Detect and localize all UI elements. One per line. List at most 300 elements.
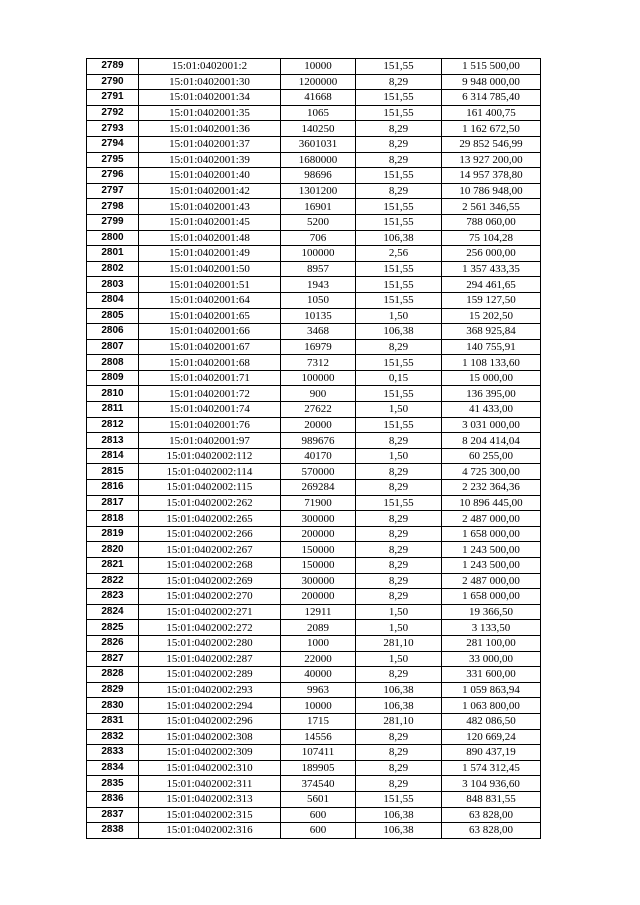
table-row — [87, 682, 541, 698]
cadastral-value-cell: 2 487 000,00 — [442, 573, 541, 589]
row-number-cell: 2812 — [87, 417, 139, 433]
rate-cell: 151,55 — [356, 386, 442, 402]
cadastral-number-cell: 15:01:0402002:269 — [139, 573, 281, 589]
rate-cell: 1,50 — [356, 448, 442, 464]
row-number-cell: 2809 — [87, 370, 139, 386]
rate-cell: 8,29 — [356, 542, 442, 558]
rate-cell: 8,29 — [356, 589, 442, 605]
cadastral-value-cell: 159 127,50 — [442, 292, 541, 308]
rate-cell: 8,29 — [356, 339, 442, 355]
table-row — [87, 308, 541, 324]
row-number-cell: 2819 — [87, 526, 139, 542]
cadastral-value-cell: 1 162 672,50 — [442, 121, 541, 137]
area-cell: 98696 — [281, 168, 356, 184]
cadastral-number-cell: 15:01:0402001:64 — [139, 292, 281, 308]
row-number-cell: 2804 — [87, 292, 139, 308]
table-row — [87, 651, 541, 667]
cadastral-value-cell: 1 658 000,00 — [442, 589, 541, 605]
area-cell: 5601 — [281, 791, 356, 807]
area-cell: 5200 — [281, 214, 356, 230]
table-row — [87, 698, 541, 714]
cadastral-value-cell: 788 060,00 — [442, 214, 541, 230]
cadastral-value-cell: 1 063 800,00 — [442, 698, 541, 714]
area-cell: 27622 — [281, 402, 356, 418]
table-row — [87, 355, 541, 371]
rate-cell: 106,38 — [356, 682, 442, 698]
table-row — [87, 370, 541, 386]
cadastral-number-cell: 15:01:0402001:39 — [139, 152, 281, 168]
cadastral-number-cell: 15:01:0402001:97 — [139, 433, 281, 449]
cadastral-value-cell: 294 461,65 — [442, 277, 541, 293]
cadastral-number-cell: 15:01:0402002:289 — [139, 667, 281, 683]
rate-cell: 1,50 — [356, 651, 442, 667]
table-row — [87, 635, 541, 651]
area-cell: 600 — [281, 823, 356, 839]
area-cell: 41668 — [281, 90, 356, 106]
row-number-cell: 2823 — [87, 589, 139, 605]
area-cell: 570000 — [281, 464, 356, 480]
area-cell: 9963 — [281, 682, 356, 698]
row-number-cell: 2821 — [87, 558, 139, 574]
cadastral-value-cell: 10 896 445,00 — [442, 495, 541, 511]
row-number-cell: 2810 — [87, 386, 139, 402]
table-row — [87, 776, 541, 792]
cadastral-number-cell: 15:01:0402001:72 — [139, 386, 281, 402]
cadastral-number-cell: 15:01:0402002:308 — [139, 729, 281, 745]
row-number-cell: 2802 — [87, 261, 139, 277]
rate-cell: 151,55 — [356, 59, 442, 75]
area-cell: 40170 — [281, 448, 356, 464]
area-cell: 140250 — [281, 121, 356, 137]
area-cell: 20000 — [281, 417, 356, 433]
rate-cell: 8,29 — [356, 433, 442, 449]
table-row — [87, 136, 541, 152]
cadastral-value-cell: 33 000,00 — [442, 651, 541, 667]
rate-cell: 151,55 — [356, 261, 442, 277]
cadastral-value-cell: 3 104 936,60 — [442, 776, 541, 792]
cadastral-value-cell: 41 433,00 — [442, 402, 541, 418]
row-number-cell: 2827 — [87, 651, 139, 667]
cadastral-value-cell: 136 395,00 — [442, 386, 541, 402]
row-number-cell: 2808 — [87, 355, 139, 371]
area-cell: 200000 — [281, 589, 356, 605]
area-cell: 71900 — [281, 495, 356, 511]
row-number-cell: 2790 — [87, 74, 139, 90]
table-row — [87, 823, 541, 839]
cadastral-number-cell: 15:01:0402001:35 — [139, 105, 281, 121]
row-number-cell: 2815 — [87, 464, 139, 480]
table-row — [87, 713, 541, 729]
area-cell: 269284 — [281, 480, 356, 496]
area-cell: 1000 — [281, 635, 356, 651]
row-number-cell: 2832 — [87, 729, 139, 745]
row-number-cell: 2792 — [87, 105, 139, 121]
cadastral-number-cell: 15:01:0402002:272 — [139, 620, 281, 636]
area-cell: 989676 — [281, 433, 356, 449]
area-cell: 8957 — [281, 261, 356, 277]
area-cell: 2089 — [281, 620, 356, 636]
row-number-cell: 2831 — [87, 713, 139, 729]
area-cell: 107411 — [281, 745, 356, 761]
area-cell: 16979 — [281, 339, 356, 355]
cadastral-number-cell: 15:01:0402002:313 — [139, 791, 281, 807]
table-row — [87, 105, 541, 121]
cadastral-value-cell: 140 755,91 — [442, 339, 541, 355]
area-cell: 300000 — [281, 573, 356, 589]
rate-cell: 151,55 — [356, 214, 442, 230]
area-cell: 189905 — [281, 760, 356, 776]
row-number-cell: 2817 — [87, 495, 139, 511]
area-cell: 150000 — [281, 542, 356, 558]
rate-cell: 151,55 — [356, 791, 442, 807]
rate-cell: 281,10 — [356, 713, 442, 729]
cadastral-number-cell: 15:01:0402001:48 — [139, 230, 281, 246]
table-row — [87, 558, 541, 574]
cadastral-number-cell: 15:01:0402001:76 — [139, 417, 281, 433]
row-number-cell: 2816 — [87, 480, 139, 496]
cadastral-number-cell: 15:01:0402001:71 — [139, 370, 281, 386]
table-body — [87, 59, 541, 839]
table-row — [87, 339, 541, 355]
cadastral-number-cell: 15:01:0402002:293 — [139, 682, 281, 698]
cadastral-value-cell: 848 831,55 — [442, 791, 541, 807]
table-row — [87, 807, 541, 823]
rate-cell: 8,29 — [356, 760, 442, 776]
row-number-cell: 2799 — [87, 214, 139, 230]
table-row — [87, 402, 541, 418]
table-row — [87, 246, 541, 262]
row-number-cell: 2828 — [87, 667, 139, 683]
rate-cell: 151,55 — [356, 292, 442, 308]
cadastral-value-cell: 60 255,00 — [442, 448, 541, 464]
table-row — [87, 74, 541, 90]
rate-cell: 8,29 — [356, 74, 442, 90]
table-row — [87, 152, 541, 168]
area-cell: 22000 — [281, 651, 356, 667]
rate-cell: 1,50 — [356, 604, 442, 620]
row-number-cell: 2830 — [87, 698, 139, 714]
row-number-cell: 2835 — [87, 776, 139, 792]
area-cell: 1943 — [281, 277, 356, 293]
area-cell: 7312 — [281, 355, 356, 371]
row-number-cell: 2814 — [87, 448, 139, 464]
cadastral-value-cell: 1 059 863,94 — [442, 682, 541, 698]
cadastral-number-cell: 15:01:0402001:67 — [139, 339, 281, 355]
table-row — [87, 448, 541, 464]
rate-cell: 151,55 — [356, 105, 442, 121]
cadastral-number-cell: 15:01:0402001:45 — [139, 214, 281, 230]
cadastral-value-cell: 75 104,28 — [442, 230, 541, 246]
rate-cell: 151,55 — [356, 199, 442, 215]
row-number-cell: 2793 — [87, 121, 139, 137]
area-cell: 3601031 — [281, 136, 356, 152]
row-number-cell: 2791 — [87, 90, 139, 106]
row-number-cell: 2798 — [87, 199, 139, 215]
area-cell: 16901 — [281, 199, 356, 215]
rate-cell: 151,55 — [356, 277, 442, 293]
table-row — [87, 277, 541, 293]
rate-cell: 151,55 — [356, 417, 442, 433]
row-number-cell: 2820 — [87, 542, 139, 558]
cadastral-value-cell: 15 000,00 — [442, 370, 541, 386]
table-row — [87, 511, 541, 527]
cadastral-number-cell: 15:01:0402001:43 — [139, 199, 281, 215]
cadastral-value-cell: 1 243 500,00 — [442, 542, 541, 558]
cadastral-value-cell: 482 086,50 — [442, 713, 541, 729]
area-cell: 1301200 — [281, 183, 356, 199]
row-number-cell: 2838 — [87, 823, 139, 839]
rate-cell: 151,55 — [356, 168, 442, 184]
table-row — [87, 168, 541, 184]
area-cell: 1050 — [281, 292, 356, 308]
cadastral-value-cell: 256 000,00 — [442, 246, 541, 262]
cadastral-number-cell: 15:01:0402002:112 — [139, 448, 281, 464]
table-row — [87, 121, 541, 137]
row-number-cell: 2795 — [87, 152, 139, 168]
row-number-cell: 2800 — [87, 230, 139, 246]
row-number-cell: 2836 — [87, 791, 139, 807]
cadastral-number-cell: 15:01:0402001:74 — [139, 402, 281, 418]
cadastral-value-cell: 1 574 312,45 — [442, 760, 541, 776]
rate-cell: 8,29 — [356, 511, 442, 527]
row-number-cell: 2806 — [87, 324, 139, 340]
rate-cell: 8,29 — [356, 480, 442, 496]
rate-cell: 106,38 — [356, 698, 442, 714]
cadastral-number-cell: 15:01:0402002:287 — [139, 651, 281, 667]
cadastral-value-cell: 890 437,19 — [442, 745, 541, 761]
rate-cell: 8,29 — [356, 464, 442, 480]
cadastral-value-cell: 13 927 200,00 — [442, 152, 541, 168]
cadastral-number-cell: 15:01:0402002:316 — [139, 823, 281, 839]
cadastral-value-cell: 63 828,00 — [442, 807, 541, 823]
area-cell: 600 — [281, 807, 356, 823]
row-number-cell: 2818 — [87, 511, 139, 527]
rate-cell: 281,10 — [356, 635, 442, 651]
rate-cell: 1,50 — [356, 308, 442, 324]
rate-cell: 1,50 — [356, 620, 442, 636]
rate-cell: 106,38 — [356, 807, 442, 823]
table-row — [87, 791, 541, 807]
table-row — [87, 183, 541, 199]
cadastral-number-cell: 15:01:0402002:265 — [139, 511, 281, 527]
row-number-cell: 2825 — [87, 620, 139, 636]
cadastral-number-cell: 15:01:0402002:262 — [139, 495, 281, 511]
area-cell: 300000 — [281, 511, 356, 527]
cadastral-number-cell: 15:01:0402001:34 — [139, 90, 281, 106]
area-cell: 100000 — [281, 246, 356, 262]
rate-cell: 8,29 — [356, 573, 442, 589]
row-number-cell: 2789 — [87, 59, 139, 75]
area-cell: 1680000 — [281, 152, 356, 168]
area-cell: 706 — [281, 230, 356, 246]
rate-cell: 8,29 — [356, 526, 442, 542]
cadastral-value-cell: 10 786 948,00 — [442, 183, 541, 199]
cadastral-value-cell: 19 366,50 — [442, 604, 541, 620]
table-row — [87, 59, 541, 75]
cadastral-value-cell: 1 658 000,00 — [442, 526, 541, 542]
rate-cell: 8,29 — [356, 776, 442, 792]
rate-cell: 8,29 — [356, 667, 442, 683]
rate-cell: 8,29 — [356, 152, 442, 168]
table-row — [87, 745, 541, 761]
area-cell: 900 — [281, 386, 356, 402]
cadastral-number-cell: 15:01:0402002:268 — [139, 558, 281, 574]
area-cell: 40000 — [281, 667, 356, 683]
rate-cell: 8,29 — [356, 729, 442, 745]
table-row — [87, 464, 541, 480]
area-cell: 12911 — [281, 604, 356, 620]
rate-cell: 151,55 — [356, 495, 442, 511]
area-cell: 1200000 — [281, 74, 356, 90]
table-row — [87, 433, 541, 449]
cadastral-value-cell: 4 725 300,00 — [442, 464, 541, 480]
cadastral-value-cell: 29 852 546,99 — [442, 136, 541, 152]
rate-cell: 8,29 — [356, 558, 442, 574]
row-number-cell: 2833 — [87, 745, 139, 761]
cadastral-value-cell: 161 400,75 — [442, 105, 541, 121]
cadastral-value-cell: 6 314 785,40 — [442, 90, 541, 106]
table-row — [87, 480, 541, 496]
table-row — [87, 214, 541, 230]
row-number-cell: 2824 — [87, 604, 139, 620]
table-row — [87, 386, 541, 402]
table-row — [87, 542, 541, 558]
cadastral-value-cell: 1 515 500,00 — [442, 59, 541, 75]
cadastral-value-cell: 3 133,50 — [442, 620, 541, 636]
cadastral-number-cell: 15:01:0402001:68 — [139, 355, 281, 371]
area-cell: 374540 — [281, 776, 356, 792]
row-number-cell: 2796 — [87, 168, 139, 184]
area-cell: 200000 — [281, 526, 356, 542]
cadastral-number-cell: 15:01:0402001:49 — [139, 246, 281, 262]
cadastral-value-cell: 63 828,00 — [442, 823, 541, 839]
cadastral-number-cell: 15:01:0402002:309 — [139, 745, 281, 761]
cadastral-value-table — [86, 58, 541, 839]
rate-cell: 151,55 — [356, 90, 442, 106]
row-number-cell: 2801 — [87, 246, 139, 262]
rate-cell: 8,29 — [356, 183, 442, 199]
table-row — [87, 495, 541, 511]
table-row — [87, 230, 541, 246]
area-cell: 10135 — [281, 308, 356, 324]
cadastral-value-cell: 14 957 378,80 — [442, 168, 541, 184]
row-number-cell: 2794 — [87, 136, 139, 152]
rate-cell: 151,55 — [356, 355, 442, 371]
cadastral-number-cell: 15:01:0402001:2 — [139, 59, 281, 75]
area-cell: 10000 — [281, 59, 356, 75]
table-row — [87, 199, 541, 215]
table-row — [87, 526, 541, 542]
cadastral-number-cell: 15:01:0402002:266 — [139, 526, 281, 542]
rate-cell: 0,15 — [356, 370, 442, 386]
table-row — [87, 573, 541, 589]
area-cell: 100000 — [281, 370, 356, 386]
cadastral-value-cell: 281 100,00 — [442, 635, 541, 651]
table-row — [87, 417, 541, 433]
cadastral-value-cell: 9 948 000,00 — [442, 74, 541, 90]
cadastral-number-cell: 15:01:0402001:51 — [139, 277, 281, 293]
cadastral-number-cell: 15:01:0402002:311 — [139, 776, 281, 792]
cadastral-value-cell: 3 031 000,00 — [442, 417, 541, 433]
table-row — [87, 292, 541, 308]
row-number-cell: 2829 — [87, 682, 139, 698]
cadastral-number-cell: 15:01:0402001:37 — [139, 136, 281, 152]
cadastral-number-cell: 15:01:0402002:115 — [139, 480, 281, 496]
rate-cell: 8,29 — [356, 136, 442, 152]
cadastral-value-cell: 1 108 133,60 — [442, 355, 541, 371]
cadastral-number-cell: 15:01:0402001:30 — [139, 74, 281, 90]
area-cell: 1065 — [281, 105, 356, 121]
cadastral-number-cell: 15:01:0402002:270 — [139, 589, 281, 605]
area-cell: 3468 — [281, 324, 356, 340]
cadastral-number-cell: 15:01:0402002:315 — [139, 807, 281, 823]
cadastral-number-cell: 15:01:0402001:42 — [139, 183, 281, 199]
table-row — [87, 760, 541, 776]
table-row — [87, 589, 541, 605]
row-number-cell: 2837 — [87, 807, 139, 823]
cadastral-value-cell: 2 561 346,55 — [442, 199, 541, 215]
cadastral-number-cell: 15:01:0402002:267 — [139, 542, 281, 558]
row-number-cell: 2805 — [87, 308, 139, 324]
cadastral-value-cell: 120 669,24 — [442, 729, 541, 745]
cadastral-value-cell: 2 487 000,00 — [442, 511, 541, 527]
cadastral-number-cell: 15:01:0402002:310 — [139, 760, 281, 776]
rate-cell: 2,56 — [356, 246, 442, 262]
cadastral-number-cell: 15:01:0402001:40 — [139, 168, 281, 184]
area-cell: 150000 — [281, 558, 356, 574]
cadastral-value-cell: 8 204 414,04 — [442, 433, 541, 449]
cadastral-number-cell: 15:01:0402002:114 — [139, 464, 281, 480]
row-number-cell: 2803 — [87, 277, 139, 293]
row-number-cell: 2826 — [87, 635, 139, 651]
row-number-cell: 2807 — [87, 339, 139, 355]
cadastral-value-cell: 1 243 500,00 — [442, 558, 541, 574]
rate-cell: 8,29 — [356, 121, 442, 137]
table-row — [87, 620, 541, 636]
row-number-cell: 2811 — [87, 402, 139, 418]
cadastral-number-cell: 15:01:0402001:36 — [139, 121, 281, 137]
cadastral-value-cell: 331 600,00 — [442, 667, 541, 683]
rate-cell: 1,50 — [356, 402, 442, 418]
cadastral-value-cell: 368 925,84 — [442, 324, 541, 340]
cadastral-number-cell: 15:01:0402002:280 — [139, 635, 281, 651]
rate-cell: 106,38 — [356, 324, 442, 340]
table-row — [87, 604, 541, 620]
cadastral-number-cell: 15:01:0402001:65 — [139, 308, 281, 324]
rate-cell: 106,38 — [356, 230, 442, 246]
cadastral-number-cell: 15:01:0402001:50 — [139, 261, 281, 277]
cadastral-value-cell: 15 202,50 — [442, 308, 541, 324]
cadastral-number-cell: 15:01:0402002:296 — [139, 713, 281, 729]
row-number-cell: 2797 — [87, 183, 139, 199]
area-cell: 14556 — [281, 729, 356, 745]
table-row — [87, 261, 541, 277]
cadastral-number-cell: 15:01:0402002:271 — [139, 604, 281, 620]
area-cell: 10000 — [281, 698, 356, 714]
cadastral-value-cell: 2 232 364,36 — [442, 480, 541, 496]
cadastral-number-cell: 15:01:0402002:294 — [139, 698, 281, 714]
cadastral-number-cell: 15:01:0402001:66 — [139, 324, 281, 340]
rate-cell: 106,38 — [356, 823, 442, 839]
table-row — [87, 324, 541, 340]
row-number-cell: 2813 — [87, 433, 139, 449]
table-row — [87, 90, 541, 106]
table-row — [87, 667, 541, 683]
row-number-cell: 2822 — [87, 573, 139, 589]
area-cell: 1715 — [281, 713, 356, 729]
table-row — [87, 729, 541, 745]
row-number-cell: 2834 — [87, 760, 139, 776]
